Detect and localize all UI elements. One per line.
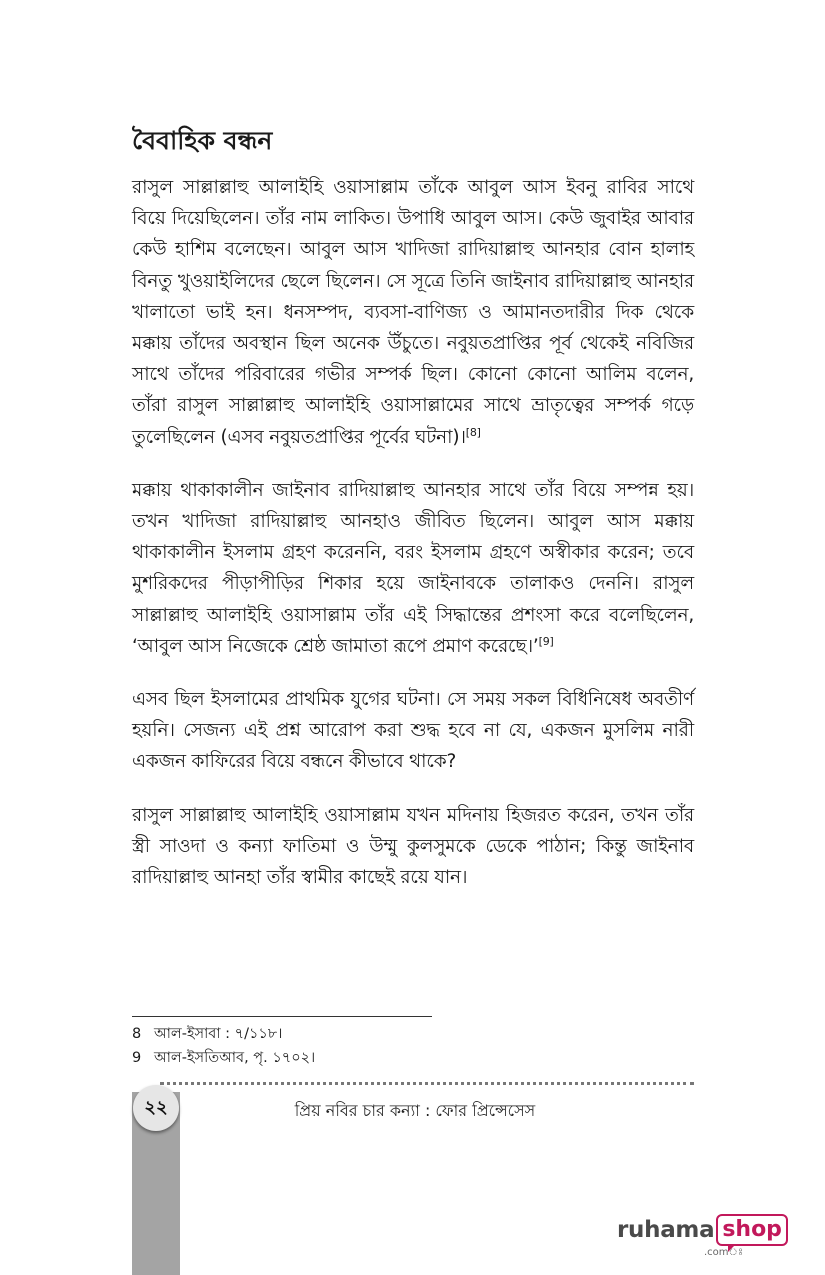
footnote-number: 8 xyxy=(132,1026,142,1042)
logo-text: ruhama xyxy=(617,1217,715,1243)
running-title: প্রিয় নবির চার কন্যা : ফোর প্রিন্সেসেস xyxy=(294,1101,536,1120)
page-number: ২২ xyxy=(133,1085,179,1131)
logo-shop-box: shop xyxy=(716,1214,788,1246)
body-text xyxy=(132,172,694,915)
paragraph: এসব ছিল ইসলামের প্রাথমিক যুগের ঘটনা। সে সময় সকল বিধিনিষেধ অবতীর্ণ হয়নি। সেজন্য এই প্রশ্ন আরোপ করা শুদ্ধ হবে না যে, একজন মুসলিম নারী একজন কাফিরের বিয়ে বন্ধনে কীভাবে থাকে? xyxy=(132,689,694,773)
footnote xyxy=(132,1022,315,1046)
footer-divider xyxy=(160,1082,694,1085)
footnote-number: 9 xyxy=(132,1050,142,1066)
footnote-ref[interactable]: [9] xyxy=(538,634,554,648)
footnotes xyxy=(132,1022,315,1070)
logo-suffix: .comঃ xyxy=(704,1247,744,1258)
footnote-text: আল-ইসতিআব, পৃ. ১৭০২। xyxy=(154,1050,316,1066)
ruhamashop-logo xyxy=(617,1213,788,1247)
paragraph: রাসুল সাল্লাল্লাহু আলাইহি ওয়াসাল্লাম যখন মদিনায় হিজরত করেন, তখন তাঁর স্ত্রী সাওদা ও কন্যা ফাতিমা ও উম্মু কুলসুমকে ডেকে পাঠান; কিন্তু জাইনাব রাদিয়াল্লাহু আনহা তাঁর স্বামীর কাছেই রয়ে যান। xyxy=(132,804,694,889)
footnote-text: আল-ইসাবা : ৭/১১৮। xyxy=(154,1026,283,1042)
paragraph: মক্কায় থাকাকালীন জাইনাব রাদিয়াল্লাহু আনহার সাথে তাঁর বিয়ে সম্পন্ন হয়। তখন খাদিজা রাদিয়াল্লাহু আনহাও জীবিত ছিলেন। আবুল আস মক্কায় থাকাকালীন ইসলাম গ্রহণ করেননি, বরং ইসলাম গ্রহণে অস্বীকার করেন; তবে মুশরিকদের পীড়াপীড়ির শিকার হয়ে জাইনাবকে তালাকও দেননি। রাসুল সাল্লাল্লাহু আলাইহি ওয়াসাল্লাম তাঁর এই সিদ্ধান্তের প্রশংসা করে বলেছিলেন, ‘আবুল আস নিজেকে শ্রেষ্ঠ জামাতা রূপে প্রমাণ করেছে।’[9] xyxy=(132,479,694,657)
section-heading: বৈবাহিক বন্ধন xyxy=(132,126,273,155)
footnote xyxy=(132,1046,315,1070)
paragraph: রাসুল সাল্লাল্লাহু আলাইহি ওয়াসাল্লাম তাঁকে আবুল আস ইবনু রাবির সাথে বিয়ে দিয়েছিলেন। তাঁর নাম লাকিত। উপাধি আবুল আস। কেউ জুবাইর আবার কেউ হাশিম বলেছেন। আবুল আস খাদিজা রাদিয়াল্লাহু আনহার বোন হালাহ বিনতু খুওয়াইলিদের ছেলে ছিলেন। সে সূত্রে তিনি জাইনাব রাদিয়াল্লাহু আনহার খালাতো ভাই হন। ধনসম্পদ, ব্যবসা-বাণিজ্য ও আমানতদারীর দিক থেকে মক্কায় তাঁদের অবস্থান ছিল অনেক উঁচুতে। নবুয়তপ্রাপ্তির পূর্ব থেকেই নবিজির সাথে তাঁদের পরিবারের গভীর সম্পর্ক ছিল। কোনো কোনো আলিম বলেন, তাঁরা রাসুল সাল্লাল্লাহু আলাইহি ওয়াসাল্লামের সাথে ভ্রাতৃত্বের সম্পর্ক গড়ে তুলেছিলেন (এসব নবুয়তপ্রাপ্তির পূর্বের ঘটনা)।[8] xyxy=(132,177,694,448)
footnote-ref[interactable]: [8] xyxy=(465,425,481,439)
footnote-divider xyxy=(132,1016,432,1017)
